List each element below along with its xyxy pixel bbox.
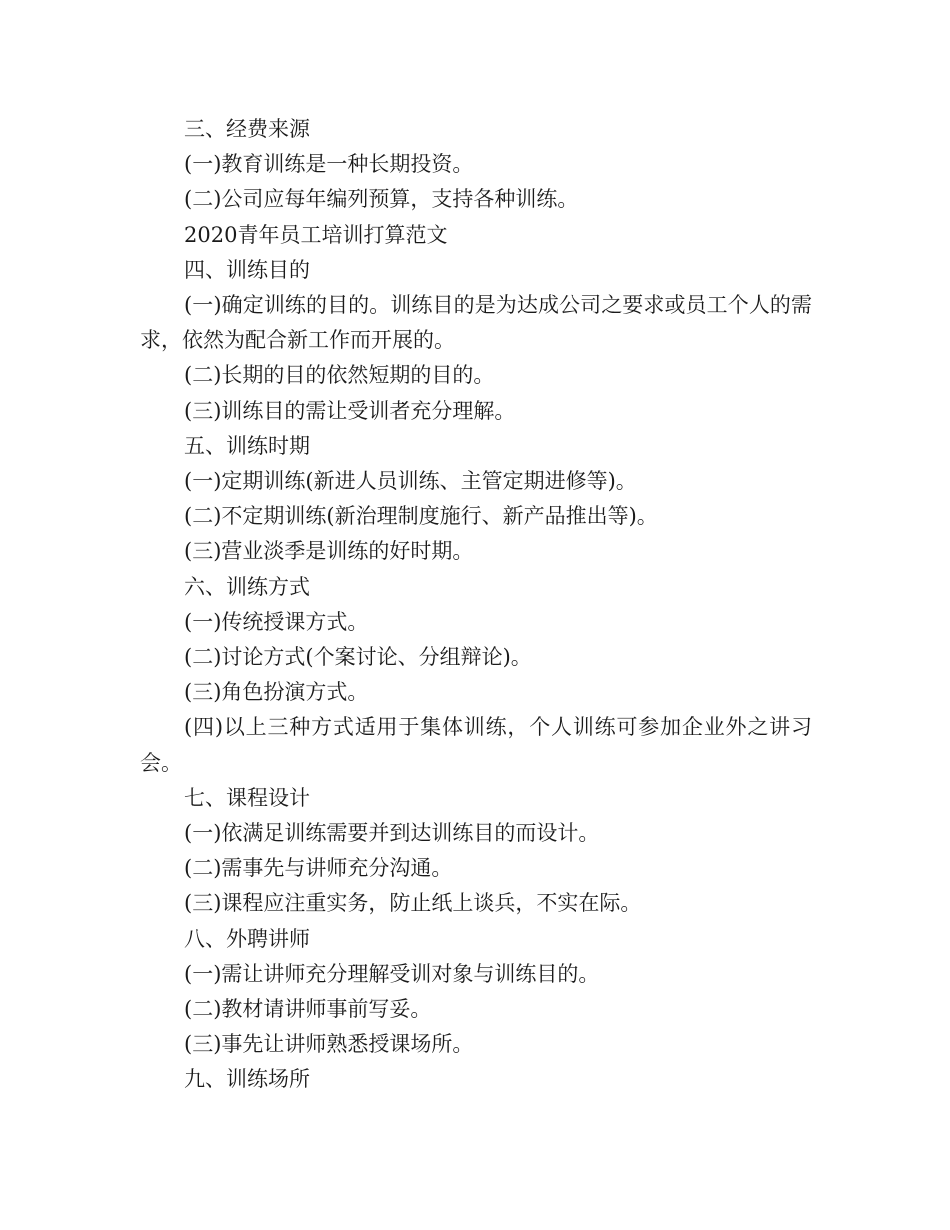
paragraph: (一)依满足训练需要并到达训练目的而设计。 [184,821,600,846]
section-heading: 八、外聘讲师 [184,926,310,951]
paragraph: (二)讨论方式(个案讨论、分组辩论)。 [184,645,532,670]
paragraph: (二)公司应每年编列预算，支持各种训练。 [184,187,579,212]
paragraph: (三)角色扮演方式。 [184,680,369,705]
paragraph: (二)长期的目的依然短期的目的。 [184,363,495,388]
document-title: 2020青年员工培训打算范文 [184,222,448,247]
paragraph: (一)教育训练是一种长期投资。 [184,152,474,177]
document-body [140,112,812,1098]
section-heading: 三、经费来源 [184,117,310,141]
paragraph: (四)以上三种方式适用于集体训练，个人训练可参加企业外之讲习会。 [140,715,812,775]
paragraph: (三)训练目的需让受训者充分理解。 [184,398,516,423]
paragraph: (三)营业淡季是训练的好时期。 [184,539,474,564]
paragraph: (一)确定训练的目的。训练目的是为达成公司之要求或员工个人的需求，依然为配合新工作而开展的。 [140,293,812,353]
paragraph: (三)事先让讲师熟悉授课场所。 [184,1032,474,1057]
paragraph: (二)不定期训练(新治理制度施行、新产品推出等)。 [184,504,658,529]
paragraph: (一)定期训练(新进人员训练、主管定期进修等)。 [184,469,637,494]
paragraph: (一)传统授课方式。 [184,609,369,634]
section-heading: 七、课程设计 [184,785,310,810]
paragraph: (三)课程应注重实务，防止纸上谈兵，不实在际。 [184,891,642,916]
paragraph: (二)需事先与讲师充分沟通。 [184,856,453,881]
paragraph: (二)教材请讲师事前写妥。 [184,997,432,1022]
paragraph: (一)需让讲师充分理解受训对象与训练目的。 [184,961,600,986]
section-heading: 四、训练目的 [184,257,310,282]
section-heading: 九、训练场所 [184,1067,310,1092]
section-heading: 五、训练时期 [184,433,310,458]
section-heading: 六、训练方式 [184,574,310,599]
